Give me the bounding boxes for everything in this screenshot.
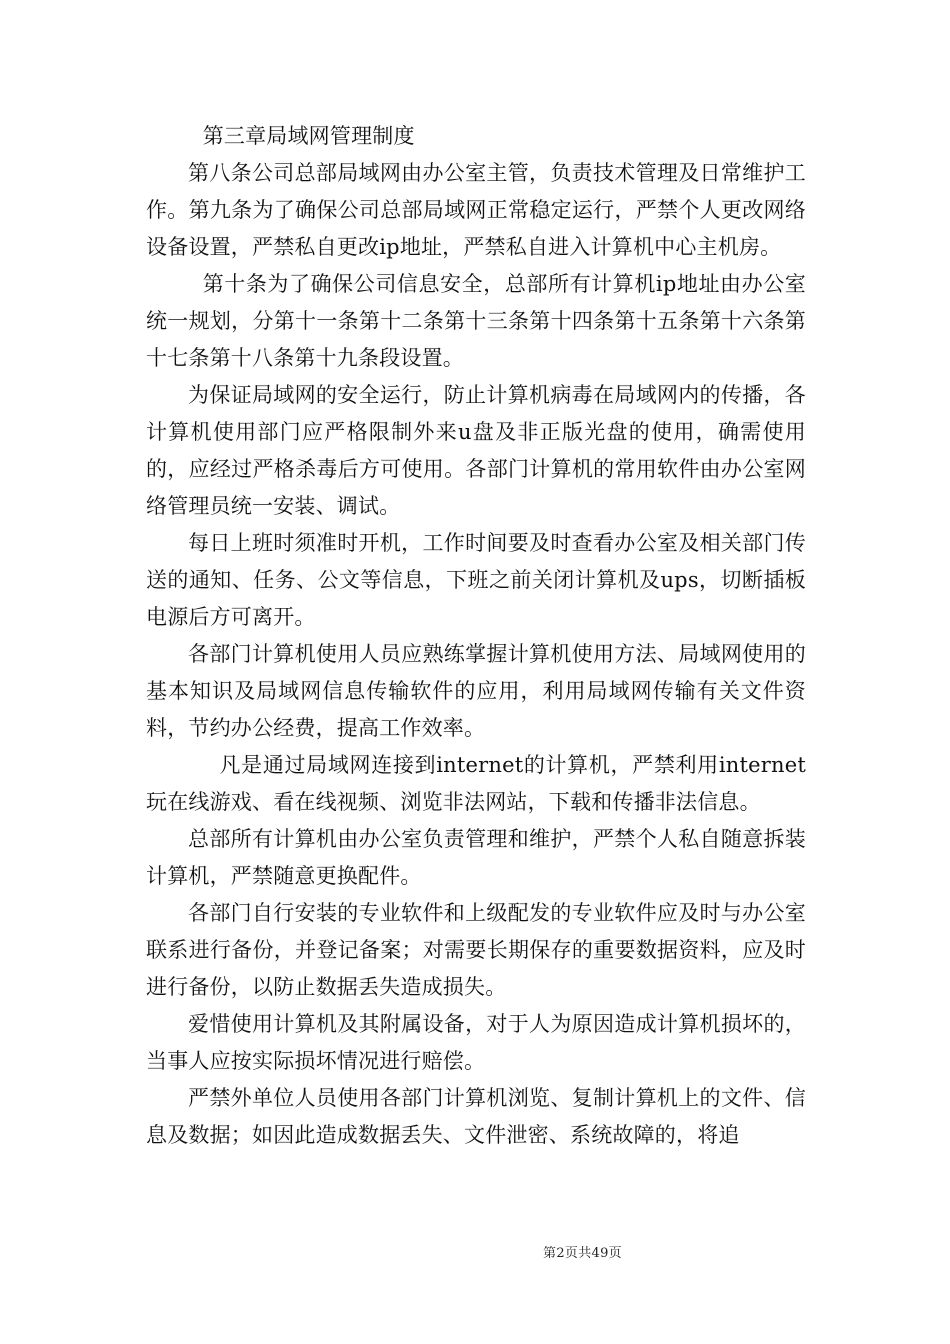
paragraph: 为保证局域网的安全运行，防止计算机病毒在局域网内的传播，各计算机使用部门应严格限制外来u盘及非正版光盘的使用，确需使用的，应经过严格杀毒后方可使用。各部门计算机的常用软件由办公室网络管理员统一安装、调试。 xyxy=(146,383,806,518)
page-footer xyxy=(0,1242,950,1261)
paragraph: 严禁外单位人员使用各部门计算机浏览、复制计算机上的文件、信息及数据；如因此造成数据丢失、文件泄密、系统故障的，将追 xyxy=(146,1086,806,1147)
document-body xyxy=(146,118,806,1154)
paragraph: 各部门自行安装的专业软件和上级配发的专业软件应及时与办公室联系进行备份，并登记备案；对需要长期保存的重要数据资料，应及时进行备份，以防止数据丢失造成损失。 xyxy=(146,901,806,999)
paragraph: 每日上班时须准时开机，工作时间要及时查看办公室及相关部门传送的通知、任务、公文等信息，下班之前关闭计算机及ups，切断插板电源后方可离开。 xyxy=(146,531,806,629)
paragraph: 凡是通过局域网连接到internet的计算机，严禁利用internet玩在线游戏、看在线视频、浏览非法网站，下载和传播非法信息。 xyxy=(146,753,806,814)
paragraph: 总部所有计算机由办公室负责管理和维护，严禁个人私自随意拆装计算机，严禁随意更换配件。 xyxy=(146,827,806,888)
paragraph: 第十条为了确保公司信息安全，总部所有计算机ip地址由办公室统一规划，分第十一条第十二条第十三条第十四条第十五条第十六条第十七条第十八条第十九条段设置。 xyxy=(146,272,806,370)
paragraph: 第八条公司总部局域网由办公室主管，负责技术管理及日常维护工作。第九条为了确保公司总部局域网正常稳定运行，严禁个人更改网络设备设置，严禁私自更改ip地址，严禁私自进入计算机中心主机房。 xyxy=(146,161,806,259)
paragraph: 爱惜使用计算机及其附属设备，对于人为原因造成计算机损坏的，当事人应按实际损坏情况进行赔偿。 xyxy=(146,1012,806,1073)
chapter-heading: 第三章局域网管理制度 xyxy=(202,124,415,148)
page-number: 第2页共49页 xyxy=(543,1246,622,1261)
paragraph: 各部门计算机使用人员应熟练掌握计算机使用方法、局域网使用的基本知识及局域网信息传输软件的应用，利用局域网传输有关文件资料，节约办公经费，提高工作效率。 xyxy=(146,642,806,740)
